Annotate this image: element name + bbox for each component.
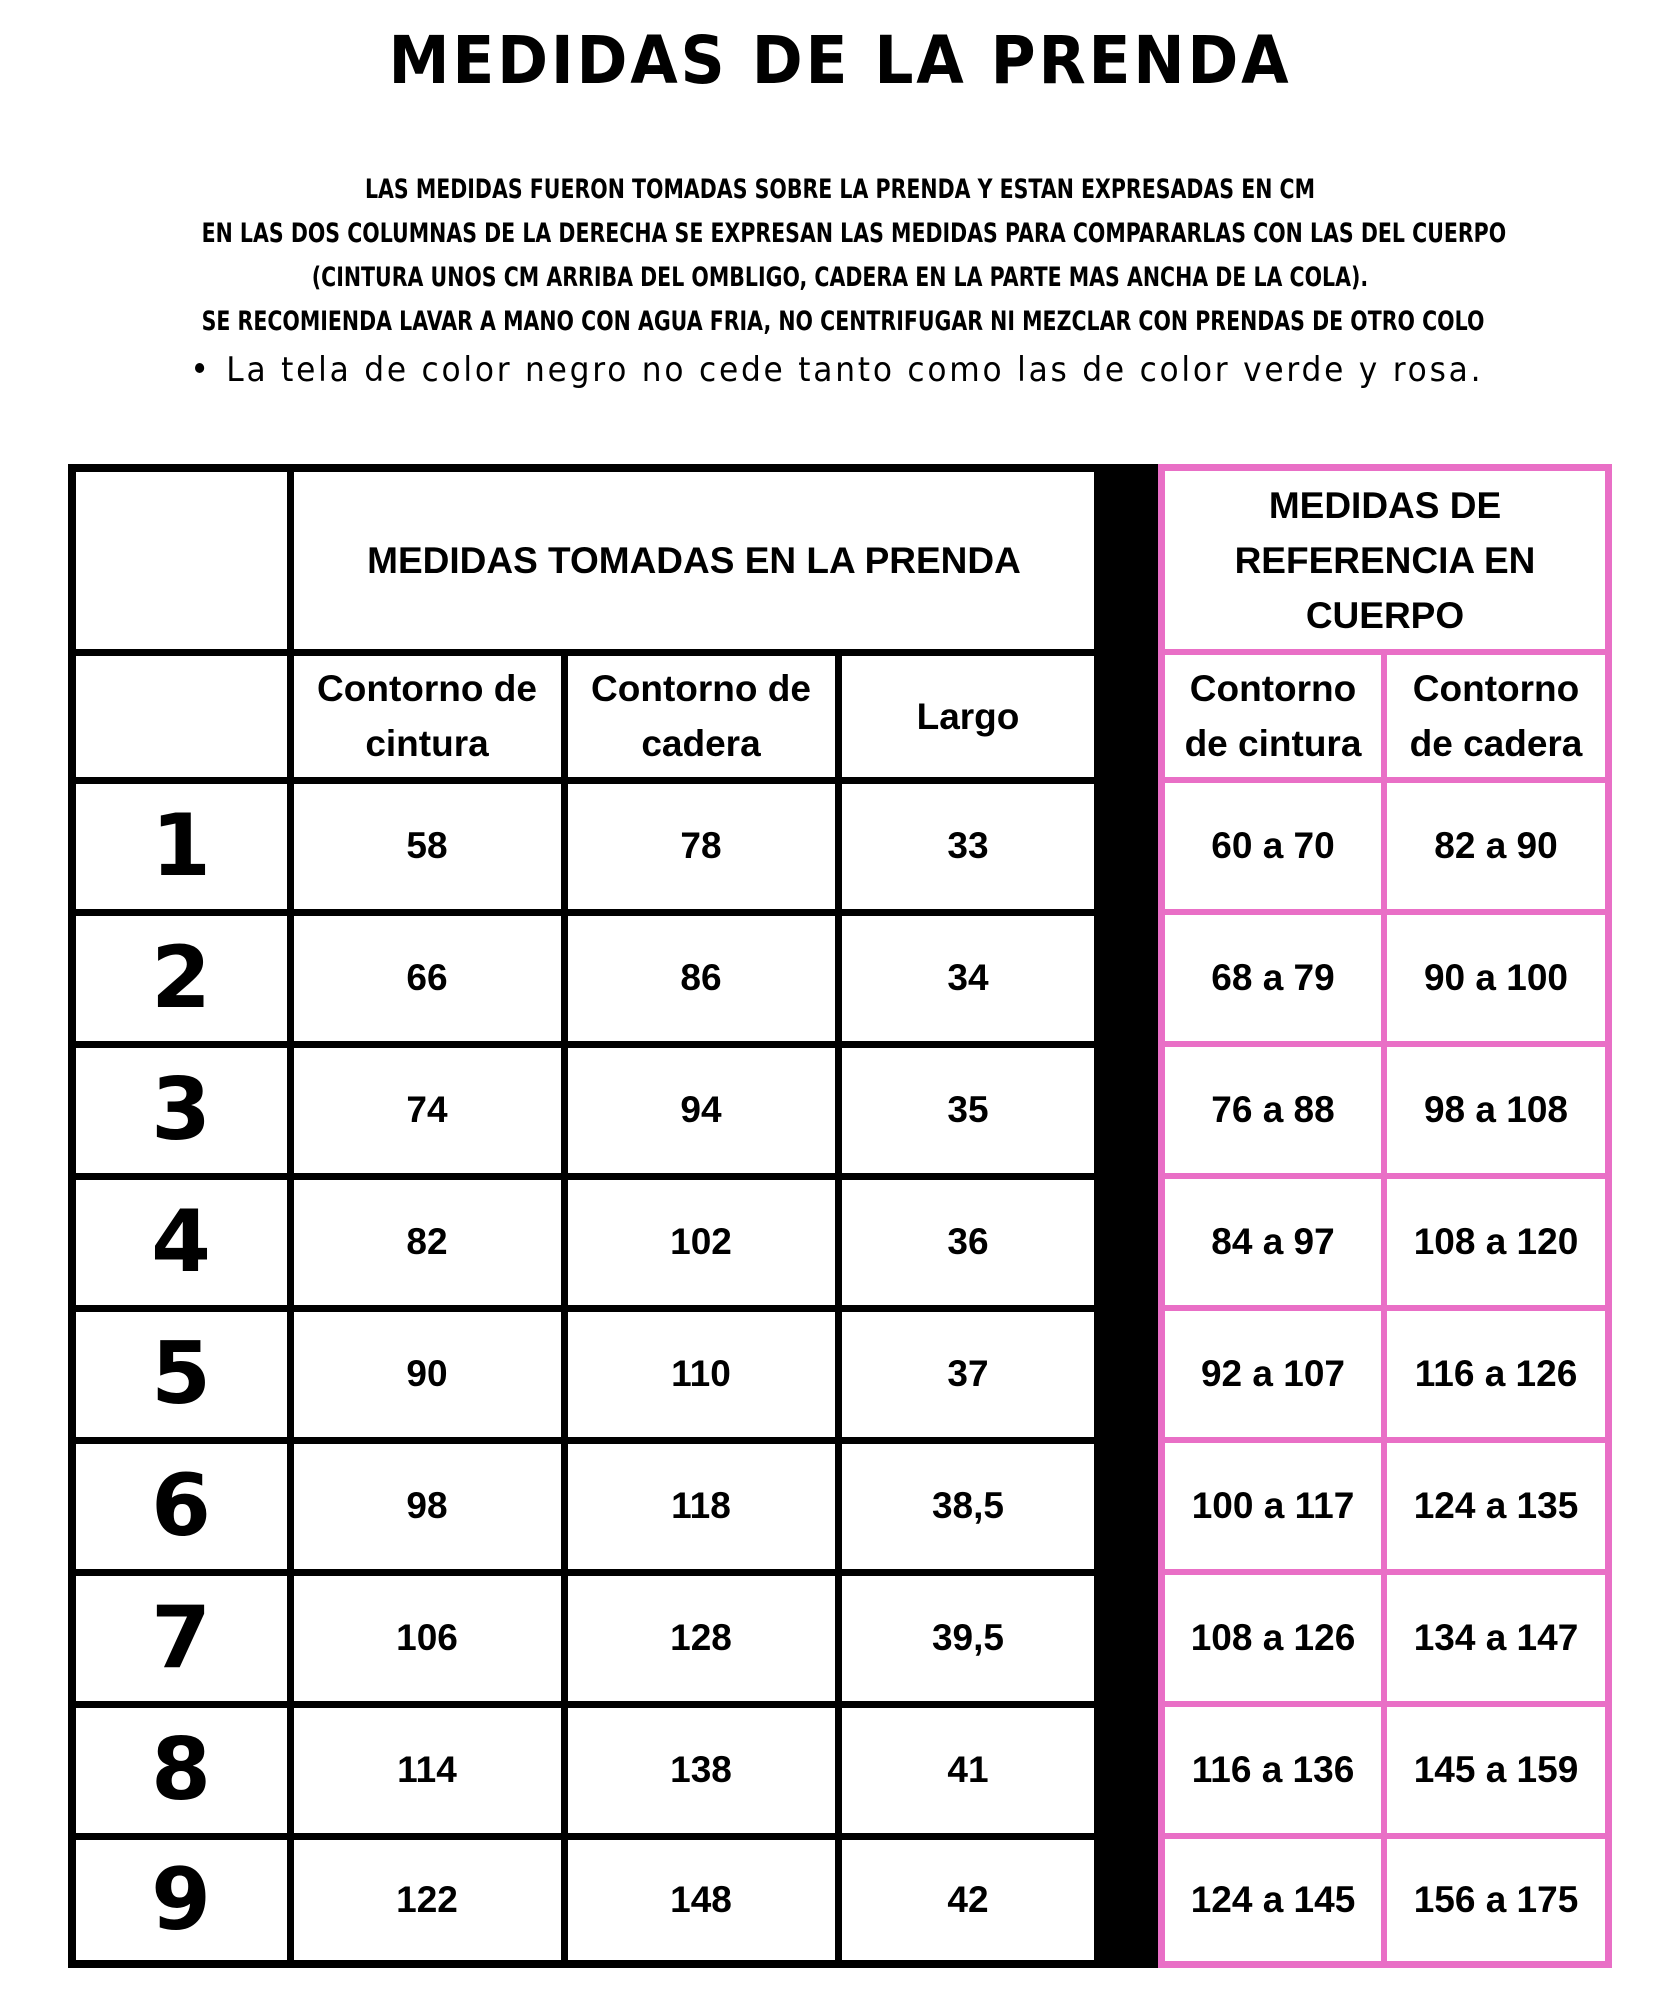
- text-line: 156 a 175: [1413, 1879, 1579, 1920]
- text-line: de cadera: [1409, 723, 1583, 764]
- cintura-value-text: [397, 1749, 457, 1791]
- ref-cadera-value: [1384, 912, 1608, 1044]
- text-line: 34: [947, 957, 989, 998]
- text-line: 98: [406, 1485, 448, 1526]
- size-label: [72, 1704, 290, 1836]
- ref-cintura-value-text: [1191, 1617, 1356, 1659]
- cadera-value-text: [670, 1749, 732, 1791]
- text-line: 42: [947, 1879, 989, 1920]
- ref-cadera-value: [1384, 1704, 1608, 1836]
- ref-cadera-value-text: [1414, 1749, 1579, 1791]
- size-label: [72, 1044, 290, 1176]
- column-header-text: [591, 661, 811, 771]
- text-line: 145 a 159: [1413, 1749, 1579, 1790]
- ref-cadera-value-text: [1415, 1353, 1578, 1395]
- text-line: 122: [396, 1879, 458, 1920]
- largo-value: [838, 1572, 1098, 1704]
- size-label-text: [151, 1850, 211, 1950]
- bullet-dot-icon: [195, 363, 204, 373]
- cadera-value: [564, 1704, 838, 1836]
- text-line: 108 a 126: [1190, 1617, 1356, 1658]
- cadera-value-text: [680, 957, 721, 999]
- column-header-text: [917, 689, 1020, 744]
- text-line: MEDIDAS DE: [1268, 484, 1502, 526]
- text-line: 82 a 90: [1434, 825, 1558, 866]
- column-header-text: [1410, 661, 1583, 771]
- cintura-value: [290, 1836, 564, 1964]
- ref-cintura-value: [1162, 1044, 1384, 1176]
- text-line: 66: [406, 957, 448, 998]
- text-line: 1: [151, 796, 211, 896]
- bullet-text: La tela de color negro no cede tanto como las de color verde y rosa.: [226, 350, 1484, 390]
- text-line: 82: [406, 1221, 448, 1262]
- cintura-value-text: [406, 1353, 447, 1395]
- column-header-text: [317, 661, 537, 771]
- largo-value-text: [947, 825, 988, 867]
- cintura-value-text: [396, 1617, 458, 1659]
- ref-cintura-value-text: [1211, 1089, 1334, 1131]
- text-line: 138: [670, 1749, 732, 1790]
- text-line: 60 a 70: [1211, 825, 1335, 866]
- text-line: 3: [151, 1060, 211, 1160]
- cintura-value: [290, 1440, 564, 1572]
- text-line: Contorno: [1189, 668, 1357, 709]
- ref-cintura-value: [1162, 912, 1384, 1044]
- ref-cadera-value: [1384, 1836, 1608, 1964]
- text-line: 41: [947, 1749, 989, 1790]
- largo-value-text: [947, 1749, 988, 1791]
- cadera-value-text: [671, 1353, 731, 1395]
- separator-bar: [1098, 464, 1158, 1968]
- note-line: SE RECOMIENDA LAVAR A MANO CON AGUA FRIA, NO CENTRIFUGAR NI MEZCLAR CON PRENDAS DE OTRO COLO: [201, 306, 1485, 337]
- text-line: cadera: [641, 723, 761, 764]
- note-line: EN LAS DOS COLUMNAS DE LA DERECHA SE EXPRESAN LAS MEDIDAS PARA COMPARARLAS CON LAS DEL CUERPO: [201, 218, 1507, 249]
- ref-cadera-value-text: [1434, 825, 1557, 867]
- size-label: [72, 1572, 290, 1704]
- largo-value: [838, 1176, 1098, 1308]
- largo-value-text: [947, 957, 988, 999]
- cadera-value: [564, 780, 838, 912]
- size-label-text: [151, 1060, 211, 1160]
- reference-header-text: [1235, 478, 1536, 643]
- size-label: [72, 1308, 290, 1440]
- largo-value: [838, 1044, 1098, 1176]
- ref-cadera-value: [1384, 780, 1608, 912]
- text-line: 134 a 147: [1413, 1617, 1579, 1658]
- text-line: de cintura: [1184, 723, 1362, 764]
- text-line: 78: [680, 825, 722, 866]
- cadera-value: [564, 1440, 838, 1572]
- text-line: 33: [947, 825, 989, 866]
- cadera-value: [564, 912, 838, 1044]
- text-line: 148: [670, 1879, 732, 1920]
- garment-header-text: [367, 533, 1021, 588]
- text-line: 37: [947, 1353, 989, 1394]
- column-header: [1384, 652, 1608, 780]
- text-line: 38,5: [931, 1485, 1004, 1526]
- text-line: 90 a 100: [1423, 957, 1569, 998]
- text-line: 6: [151, 1456, 211, 1556]
- cadera-value-text: [670, 1221, 732, 1263]
- largo-value-text: [932, 1617, 1004, 1659]
- text-line: Largo: [916, 695, 1020, 737]
- text-line: Contorno: [1412, 668, 1580, 709]
- ref-cintura-value-text: [1192, 1485, 1355, 1527]
- largo-value-text: [947, 1879, 988, 1921]
- text-line: 106: [396, 1617, 458, 1658]
- text-line: 5: [151, 1324, 211, 1424]
- ref-cintura-value-text: [1211, 1221, 1334, 1263]
- ref-cintura-value-text: [1211, 825, 1334, 867]
- ref-cadera-value: [1384, 1176, 1608, 1308]
- cadera-value: [564, 1572, 838, 1704]
- text-line: 116 a 136: [1191, 1749, 1355, 1790]
- largo-value-text: [932, 1485, 1004, 1527]
- column-header: [564, 652, 838, 780]
- text-line: 9: [151, 1850, 211, 1950]
- ref-cintura-value: [1162, 1308, 1384, 1440]
- largo-value: [838, 912, 1098, 1044]
- ref-cintura-value-text: [1211, 957, 1334, 999]
- text-line: 114: [397, 1749, 457, 1790]
- column-header: [290, 652, 564, 780]
- cadera-value-text: [680, 1089, 721, 1131]
- text-line: 39,5: [931, 1617, 1004, 1658]
- notes-block: [0, 168, 1680, 344]
- cintura-value: [290, 1572, 564, 1704]
- text-line: 4: [151, 1192, 211, 1292]
- text-line: 116 a 126: [1414, 1353, 1578, 1394]
- text-line: 110: [671, 1353, 731, 1394]
- text-line: 118: [671, 1485, 731, 1526]
- cintura-value-text: [406, 825, 447, 867]
- largo-value: [838, 1440, 1098, 1572]
- cintura-value: [290, 1176, 564, 1308]
- cintura-value: [290, 780, 564, 912]
- text-line: 7: [151, 1588, 211, 1688]
- cintura-value: [290, 1704, 564, 1836]
- cintura-value-text: [406, 957, 447, 999]
- ref-cadera-value: [1384, 1440, 1608, 1572]
- text-line: Contorno de: [591, 668, 811, 709]
- text-line: MEDIDAS TOMADAS EN LA PRENDA: [367, 539, 1021, 581]
- reference-header: [1162, 468, 1608, 652]
- size-label: [72, 1440, 290, 1572]
- column-header: [1162, 652, 1384, 780]
- bullet-note: [195, 350, 1483, 390]
- text-line: 124 a 135: [1413, 1485, 1579, 1526]
- text-line: 128: [670, 1617, 732, 1658]
- text-line: Contorno de: [317, 668, 537, 709]
- cadera-value: [564, 1308, 838, 1440]
- size-label-text: [151, 796, 211, 896]
- ref-cintura-value: [1162, 1704, 1384, 1836]
- text-line: 98 a 108: [1423, 1089, 1569, 1130]
- text-line: 92 a 107: [1200, 1353, 1346, 1394]
- cadera-value: [564, 1044, 838, 1176]
- size-label: [72, 1836, 290, 1964]
- size-label-text: [151, 928, 211, 1028]
- largo-value: [838, 1704, 1098, 1836]
- note-line: LAS MEDIDAS FUERON TOMADAS SOBRE LA PRENDA Y ESTAN EXPRESADAS EN CM: [364, 174, 1316, 205]
- cintura-value-text: [396, 1879, 458, 1921]
- size-label: [72, 1176, 290, 1308]
- cadera-value-text: [670, 1617, 732, 1659]
- ref-cadera-value-text: [1414, 1485, 1579, 1527]
- cadera-value: [564, 1836, 838, 1964]
- size-label: [72, 912, 290, 1044]
- cintura-value-text: [406, 1089, 447, 1131]
- note-line: (CINTURA UNOS CM ARRIBA DEL OMBLIGO, CADERA EN LA PARTE MAS ANCHA DE LA COLA).: [311, 262, 1369, 293]
- ref-cintura-value: [1162, 780, 1384, 912]
- ref-cintura-value: [1162, 1836, 1384, 1964]
- text-line: 8: [151, 1720, 211, 1820]
- size-label-text: [151, 1192, 211, 1292]
- ref-cadera-value-text: [1424, 1089, 1568, 1131]
- cadera-value-text: [670, 1879, 732, 1921]
- text-line: 35: [947, 1089, 989, 1130]
- text-line: 108 a 120: [1413, 1221, 1579, 1262]
- text-line: 94: [680, 1089, 722, 1130]
- text-line: CUERPO: [1305, 594, 1465, 636]
- ref-cadera-value: [1384, 1044, 1608, 1176]
- text-line: 58: [406, 825, 448, 866]
- cintura-value-text: [406, 1485, 447, 1527]
- size-label-text: [151, 1720, 211, 1820]
- largo-value: [838, 780, 1098, 912]
- text-line: 86: [680, 957, 722, 998]
- ref-cintura-value-text: [1201, 1353, 1345, 1395]
- text-line: 124 a 145: [1190, 1879, 1356, 1920]
- size-label-text: [151, 1324, 211, 1424]
- cintura-value-text: [406, 1221, 447, 1263]
- text-line: 76 a 88: [1211, 1089, 1335, 1130]
- ref-cadera-value-text: [1424, 957, 1568, 999]
- column-header: [838, 652, 1098, 780]
- ref-cintura-value-text: [1191, 1879, 1356, 1921]
- cadera-value: [564, 1176, 838, 1308]
- ref-cadera-value: [1384, 1308, 1608, 1440]
- text-line: 100 a 117: [1191, 1485, 1355, 1526]
- ref-cadera-value: [1384, 1572, 1608, 1704]
- ref-cadera-value-text: [1414, 1221, 1579, 1263]
- ref-cintura-value-text: [1192, 1749, 1355, 1791]
- text-line: 74: [406, 1089, 448, 1130]
- text-line: 90: [406, 1353, 448, 1394]
- largo-value-text: [947, 1221, 988, 1263]
- size-label-text: [151, 1588, 211, 1688]
- ref-cintura-value: [1162, 1176, 1384, 1308]
- cadera-value-text: [680, 825, 721, 867]
- largo-value: [838, 1308, 1098, 1440]
- garment-header: [290, 468, 1098, 652]
- ref-cadera-value-text: [1414, 1879, 1579, 1921]
- cintura-value: [290, 1044, 564, 1176]
- text-line: 102: [670, 1221, 732, 1262]
- largo-value-text: [947, 1353, 988, 1395]
- cintura-value: [290, 1308, 564, 1440]
- text-line: 2: [151, 928, 211, 1028]
- largo-value-text: [947, 1089, 988, 1131]
- text-line: 36: [947, 1221, 989, 1262]
- text-line: REFERENCIA EN: [1234, 539, 1536, 581]
- text-line: 84 a 97: [1211, 1221, 1335, 1262]
- ref-cadera-value-text: [1414, 1617, 1579, 1659]
- largo-value: [838, 1836, 1098, 1964]
- column-header-text: [1185, 661, 1362, 771]
- cadera-value-text: [671, 1485, 731, 1527]
- page-title: MEDIDAS DE LA PRENDA: [388, 22, 1292, 99]
- size-label: [72, 780, 290, 912]
- ref-cintura-value: [1162, 1440, 1384, 1572]
- text-line: 68 a 79: [1211, 957, 1335, 998]
- size-label-text: [151, 1456, 211, 1556]
- ref-cintura-value: [1162, 1572, 1384, 1704]
- text-line: cintura: [365, 723, 489, 764]
- cintura-value: [290, 912, 564, 1044]
